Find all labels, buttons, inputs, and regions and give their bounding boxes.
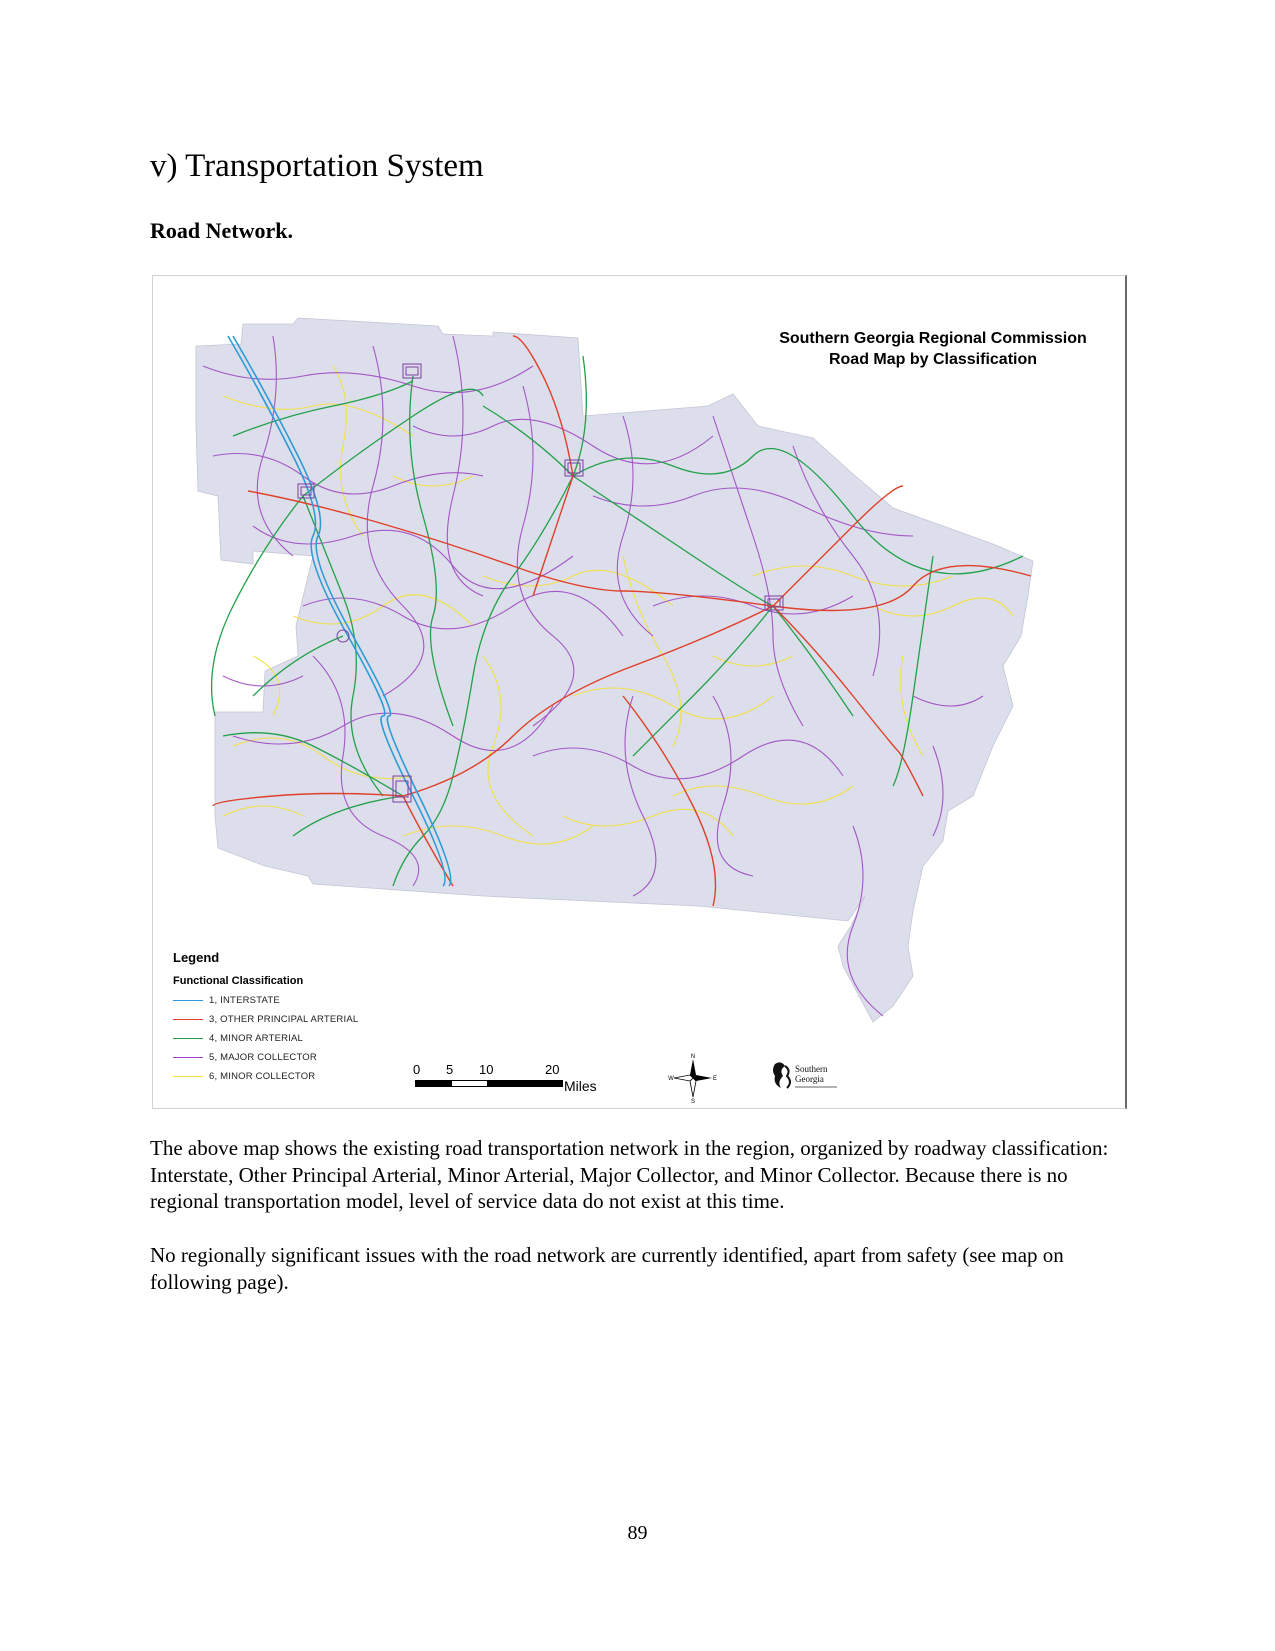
- scale-unit: Miles: [564, 1078, 597, 1094]
- scale-bar-graphic: [415, 1080, 563, 1087]
- legend-swatch-principal-arterial: [173, 1019, 203, 1021]
- legend-item-interstate: [173, 991, 358, 1010]
- logo-line1: Southern: [795, 1064, 828, 1074]
- compass-w: W: [668, 1076, 674, 1082]
- sgrc-logo-icon: [771, 1058, 841, 1092]
- legend-item-minor-collector: [173, 1067, 358, 1086]
- legend-item-minor-arterial: [173, 1029, 358, 1048]
- legend-label-minor-collector: 6, MINOR COLLECTOR: [209, 1071, 316, 1082]
- legend-swatch-major-collector: [173, 1057, 203, 1059]
- map-title: [713, 328, 1153, 370]
- scale-tick-0: 0: [413, 1062, 421, 1077]
- legend-label-major-collector: 5, MAJOR COLLECTOR: [209, 1052, 317, 1063]
- legend-item-principal-arterial: [173, 1010, 358, 1029]
- compass-e: E: [712, 1076, 718, 1082]
- legend-label-interstate: 1, INTERSTATE: [209, 995, 280, 1006]
- legend-title: Legend: [173, 950, 220, 965]
- logo-line2: Georgia: [795, 1074, 824, 1084]
- scale-tick-10: 10: [479, 1062, 494, 1077]
- legend-label-principal-arterial: 3, OTHER PRINCIPAL ARTERIAL: [209, 1014, 359, 1025]
- compass-rose-icon: [668, 1053, 718, 1103]
- compass-n: N: [690, 1054, 696, 1060]
- legend-swatch-minor-collector: [173, 1076, 203, 1078]
- map-title-line2: Road Map by Classification: [828, 351, 1038, 368]
- scale-tick-20: 20: [545, 1062, 560, 1077]
- map-legend: [173, 950, 358, 1086]
- compass-s: S: [690, 1099, 696, 1103]
- legend-swatch-minor-arterial: [173, 1038, 203, 1040]
- scale-bar: [413, 1062, 613, 1102]
- legend-swatch-interstate: [173, 1000, 203, 1002]
- map-title-line1: Southern Georgia Regional Commission: [779, 330, 1087, 347]
- road-map-figure: [152, 275, 1127, 1109]
- page-heading: v) Transportation System: [150, 148, 484, 184]
- legend-item-major-collector: [173, 1048, 358, 1067]
- scale-segment: [452, 1081, 487, 1086]
- region-boundary: [196, 318, 1033, 1022]
- scale-tick-5: 5: [446, 1062, 454, 1077]
- body-paragraph-1: The above map shows the existing road transportation network in the region, organized by roadway classification: Interstate, Other Principal Arterial, Minor Arterial, Major Collector, and Minor Collector. Because there is no regional transportation model, level of service data do not exist at this time.: [150, 1136, 1109, 1213]
- legend-subtitle: Functional Classification: [173, 975, 304, 987]
- section-subheading: Road Network.: [150, 218, 293, 243]
- body-paragraph-2: No regionally significant issues with the road network are currently identified, apart from safety (see map on following page).: [150, 1243, 1064, 1294]
- scale-segment: [487, 1081, 563, 1086]
- legend-label-minor-arterial: 4, MINOR ARTERIAL: [209, 1033, 304, 1044]
- page-number: 89: [627, 1522, 648, 1544]
- scale-segment: [416, 1081, 452, 1086]
